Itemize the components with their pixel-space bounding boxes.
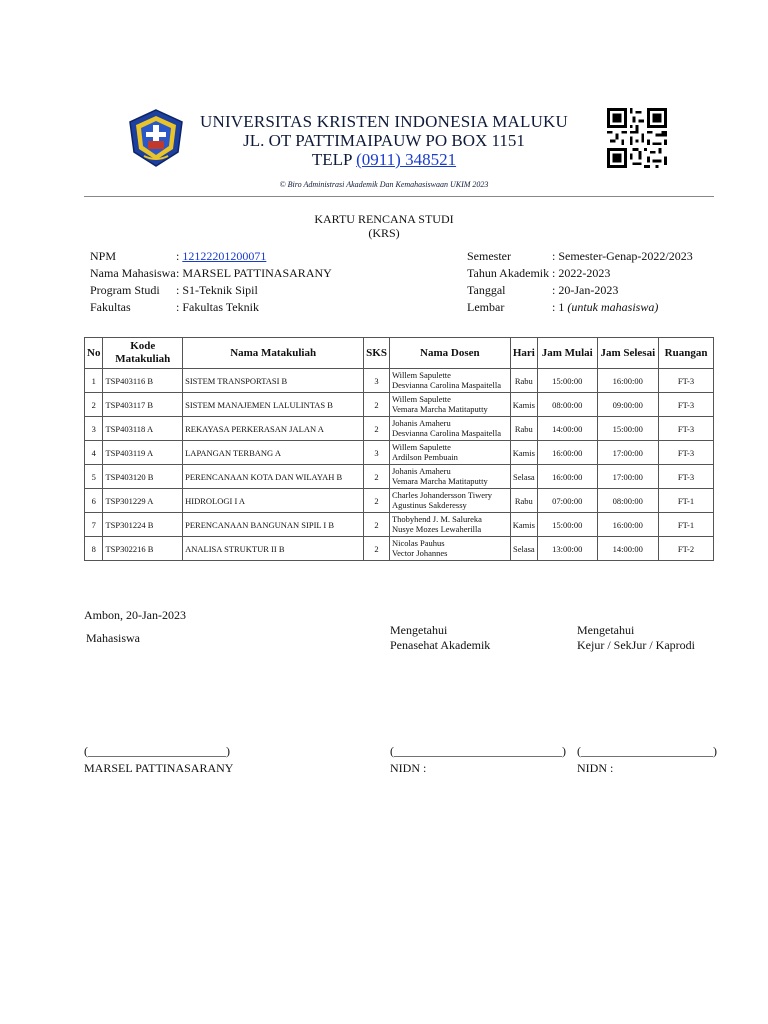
cell-jam-selesai: 16:00:00 <box>597 369 659 393</box>
prodi-label: Program Studi <box>90 283 160 297</box>
nama-label: Nama Mahasiswa <box>90 266 176 280</box>
cell-ruangan: FT-3 <box>659 393 714 417</box>
cell-sks: 3 <box>364 441 390 465</box>
dosen-name-1: Johanis Amaheru <box>391 418 451 428</box>
cell-sks: 2 <box>364 393 390 417</box>
cell-hari: Selasa <box>510 465 537 489</box>
cell-nama: ANALISA STRUKTUR II B <box>183 537 364 561</box>
dosen-name-1: Charles Johandersson Tiwery <box>391 490 493 500</box>
fakultas-row: : Fakultas Teknik <box>176 300 259 314</box>
table-row <box>85 393 714 417</box>
signature-line-mahasiswa: (_______________________) <box>84 744 230 758</box>
cell-nama: SISTEM TRANSPORTASI B <box>183 369 364 393</box>
prodi-row: : S1-Teknik Sipil <box>176 283 258 297</box>
cell-kode: TSP302216 B <box>103 537 183 561</box>
semester-label: Semester <box>467 249 511 263</box>
cell-dosen <box>389 417 510 441</box>
cell-jam-mulai: 15:00:00 <box>537 513 597 537</box>
cell-hari: Rabu <box>510 489 537 513</box>
telp-link[interactable]: (0911) 348521 <box>356 150 457 169</box>
dosen-name-2: Nusye Mozes Lewaherilla <box>391 523 482 534</box>
cell-ruangan: FT-3 <box>659 441 714 465</box>
cell-jam-selesai: 17:00:00 <box>597 465 659 489</box>
cell-dosen <box>389 537 510 561</box>
cell-hari: Kamis <box>510 441 537 465</box>
cell-jam-selesai: 15:00:00 <box>597 417 659 441</box>
fakultas-value: Fakultas Teknik <box>182 300 259 314</box>
tahun-value: 2022-2023 <box>558 266 611 280</box>
cell-jam-mulai: 07:00:00 <box>537 489 597 513</box>
cell-dosen <box>389 465 510 489</box>
table-row <box>85 513 714 537</box>
cell-no: 6 <box>85 489 103 513</box>
dosen-name-2: Vemara Marcha Matitaputty <box>391 403 488 414</box>
cell-no: 2 <box>85 393 103 417</box>
university-name: UNIVERSITAS KRISTEN INDONESIA MALUKU <box>199 112 569 131</box>
dosen-name-2: Desvianna Carolina Maspaitella <box>391 427 502 438</box>
cell-jam-selesai: 14:00:00 <box>597 537 659 561</box>
tahun-label: Tahun Akademik <box>467 266 550 280</box>
cell-no: 8 <box>85 537 103 561</box>
col-header-hari: Hari <box>510 338 537 369</box>
npm-row: : 12122201200071 <box>176 249 267 263</box>
kajur-label: Kejur / SekJur / Kaprodi <box>577 638 695 652</box>
cell-hari: Kamis <box>510 393 537 417</box>
cell-ruangan: FT-3 <box>659 417 714 441</box>
col-header-sks: SKS <box>364 338 390 369</box>
cell-nama: REKAYASA PERKERASAN JALAN A <box>183 417 364 441</box>
lembar-row: : 1 (untuk mahasiswa) <box>552 300 659 314</box>
npm-label: NPM <box>90 249 117 263</box>
dosen-name-2: Ardilson Pembuain <box>391 451 458 462</box>
table-row <box>85 537 714 561</box>
lembar-value: 1 <box>558 300 565 314</box>
cell-dosen <box>389 489 510 513</box>
cell-jam-selesai: 08:00:00 <box>597 489 659 513</box>
dosen-name-1: Willem Sapulette <box>391 442 451 452</box>
tanggal-label: Tanggal <box>467 283 506 297</box>
dosen-name-1: Thobyhend J. M. Salureka <box>391 514 482 524</box>
cell-jam-selesai: 17:00:00 <box>597 441 659 465</box>
cell-dosen <box>389 513 510 537</box>
cell-dosen <box>389 393 510 417</box>
cell-nama: PERENCANAAN KOTA DAN WILAYAH B <box>183 465 364 489</box>
nama-row: : MARSEL PATTINASARANY <box>176 266 332 280</box>
copyright-note: © Biro Administrasi Akademik Dan Kemahasiswaan UKIM 2023 <box>279 180 489 189</box>
nidn-kajur: NIDN : <box>577 761 614 775</box>
col-header-dosen: Nama Dosen <box>389 338 510 369</box>
cell-sks: 2 <box>364 417 390 441</box>
cell-no: 7 <box>85 513 103 537</box>
cell-sks: 3 <box>364 369 390 393</box>
cell-jam-mulai: 16:00:00 <box>537 465 597 489</box>
nama-value: MARSEL PATTINASARANY <box>182 266 332 280</box>
cell-jam-mulai: 14:00:00 <box>537 417 597 441</box>
cell-kode: TSP403116 B <box>103 369 183 393</box>
cell-hari: Rabu <box>510 369 537 393</box>
place-date: Ambon, 20-Jan-2023 <box>84 608 186 622</box>
signature-line-pa: (____________________________) <box>390 744 566 758</box>
cell-nama: LAPANGAN TERBANG A <box>183 441 364 465</box>
cell-nama: PERENCANAAN BANGUNAN SIPIL I B <box>183 513 364 537</box>
cell-jam-selesai: 16:00:00 <box>597 513 659 537</box>
cell-ruangan: FT-2 <box>659 537 714 561</box>
col-header-kode: Kode Matakuliah <box>103 338 183 369</box>
dosen-name-2: Vemara Marcha Matitaputty <box>391 475 488 486</box>
cell-nama: SISTEM MANAJEMEN LALULINTAS B <box>183 393 364 417</box>
mengetahui-kajur: Mengetahui <box>577 623 635 637</box>
tanggal-value: 20-Jan-2023 <box>558 283 619 297</box>
cell-hari: Rabu <box>510 417 537 441</box>
header-divider <box>84 196 714 197</box>
table-row <box>85 465 714 489</box>
cell-dosen <box>389 441 510 465</box>
cell-jam-mulai: 16:00:00 <box>537 441 597 465</box>
fakultas-label: Fakultas <box>90 300 131 314</box>
cell-kode: TSP403118 A <box>103 417 183 441</box>
semester-row: : Semester-Genap-2022/2023 <box>552 249 693 263</box>
cell-no: 3 <box>85 417 103 441</box>
cell-sks: 2 <box>364 465 390 489</box>
cell-no: 4 <box>85 441 103 465</box>
dosen-name-2: Agustinus Sakderessy <box>391 499 467 510</box>
col-header-ruangan: Ruangan <box>659 338 714 369</box>
col-header-no: No <box>85 338 103 369</box>
university-address: JL. OT PATTIMAIPAUW PO BOX 1151 <box>243 131 525 150</box>
table-row <box>85 369 714 393</box>
cell-kode: TSP403117 B <box>103 393 183 417</box>
cell-kode: TSP403120 B <box>103 465 183 489</box>
telp-label: TELP <box>311 150 352 169</box>
cell-nama: HIDROLOGI I A <box>183 489 364 513</box>
cell-ruangan: FT-1 <box>659 489 714 513</box>
lembar-label: Lembar <box>467 300 505 314</box>
dosen-name-1: Johanis Amaheru <box>391 466 451 476</box>
cell-hari: Kamis <box>510 513 537 537</box>
nidn-pa: NIDN : <box>390 761 427 775</box>
cell-sks: 2 <box>364 489 390 513</box>
student-name: MARSEL PATTINASARANY <box>84 761 234 775</box>
cell-ruangan: FT-3 <box>659 369 714 393</box>
cell-no: 1 <box>85 369 103 393</box>
table-header-row <box>85 338 714 369</box>
dosen-name-2: Vector Johannes <box>391 547 448 558</box>
semester-value: Semester-Genap-2022/2023 <box>558 249 693 263</box>
dosen-name-1: Willem Sapulette <box>391 394 451 404</box>
cell-ruangan: FT-3 <box>659 465 714 489</box>
dosen-name-2: Desvianna Carolina Maspaitella <box>391 379 502 390</box>
tanggal-row: : 20-Jan-2023 <box>552 283 619 297</box>
mahasiswa-label: Mahasiswa <box>86 631 140 645</box>
cell-kode: TSP301224 B <box>103 513 183 537</box>
cell-sks: 2 <box>364 513 390 537</box>
document-subtitle: (KRS) <box>368 226 400 240</box>
table-row <box>85 417 714 441</box>
cell-hari: Selasa <box>510 537 537 561</box>
cell-jam-mulai: 13:00:00 <box>537 537 597 561</box>
cell-ruangan: FT-1 <box>659 513 714 537</box>
qr-code <box>607 108 667 168</box>
signature-line-kajur: (______________________) <box>577 744 717 758</box>
cell-jam-mulai: 15:00:00 <box>537 369 597 393</box>
mengetahui-pa: Mengetahui <box>390 623 448 637</box>
col-header-jam-mulai: Jam Mulai <box>537 338 597 369</box>
prodi-value: S1-Teknik Sipil <box>182 283 258 297</box>
npm-link[interactable]: 12122201200071 <box>182 249 267 263</box>
cell-jam-selesai: 09:00:00 <box>597 393 659 417</box>
dosen-name-1: Willem Sapulette <box>391 370 451 380</box>
krs-table <box>84 337 714 561</box>
table-row <box>85 489 714 513</box>
cell-jam-mulai: 08:00:00 <box>537 393 597 417</box>
cell-kode: TSP403119 A <box>103 441 183 465</box>
dosen-name-1: Nicolas Pauhus <box>391 538 445 548</box>
col-header-jam-selesai: Jam Selesai <box>597 338 659 369</box>
col-header-nama: Nama Matakuliah <box>183 338 364 369</box>
cell-no: 5 <box>85 465 103 489</box>
tahun-row: : 2022-2023 <box>552 266 611 280</box>
document-title: KARTU RENCANA STUDI <box>314 212 454 226</box>
cell-kode: TSP301229 A <box>103 489 183 513</box>
table-row <box>85 441 714 465</box>
pa-label: Penasehat Akademik <box>390 638 491 652</box>
cell-dosen <box>389 369 510 393</box>
cell-sks: 2 <box>364 537 390 561</box>
lembar-note: (untuk mahasiswa) <box>567 300 659 314</box>
